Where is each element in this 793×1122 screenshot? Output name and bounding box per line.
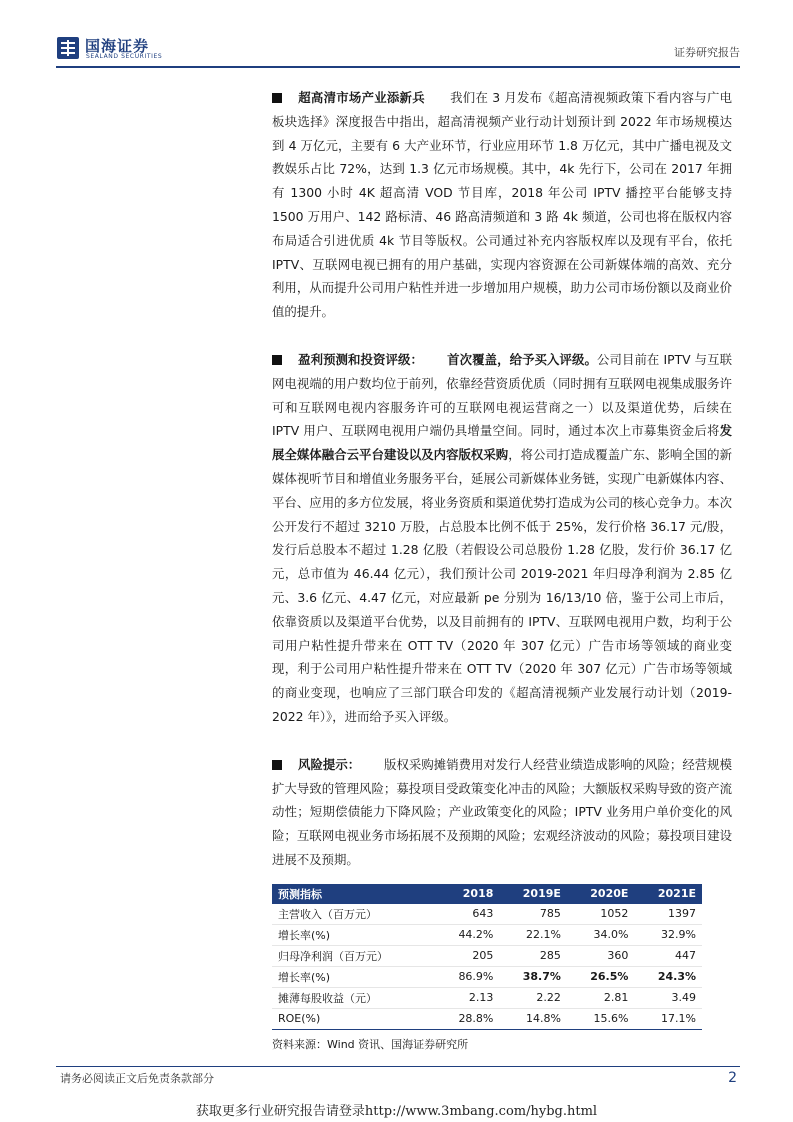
promo-link-text[interactable]: 获取更多行业研究报告请登录http://www.3mbang.com/hybg.html — [195, 1104, 598, 1119]
logo-text-cn: 国海证券 — [85, 37, 150, 55]
highlight-text: 发展全媒体融合云平台建设以及内容版权采购 — [272, 423, 732, 463]
table-row — [272, 1008, 702, 1029]
section-title: 超高清市场产业添新兵 — [298, 90, 425, 105]
table-cell: 增长率(%) — [272, 966, 436, 987]
table-cell: 归母净利润（百万元） — [272, 945, 436, 966]
table-row — [272, 966, 702, 987]
table-cell: 17.1% — [634, 1008, 702, 1029]
page-header — [56, 26, 740, 66]
section-rating — [272, 348, 732, 729]
section-body: 版权采购摊销费用对发行人经营业绩造成影响的风险；经营规模扩大导致的管理风险；募投项目受政策变化冲击的风险；大额版权采购导致的资产流动性；短期偿债能力下降风险；产业政策变化的风险；IPTV 业务用户单价变化的风险；互联网电视业务市场拓展不及预期的风险；宏观经济波动的风险；募投项目建设进展不及预期。 — [272, 756, 733, 867]
table-cell: 28.8% — [436, 1008, 499, 1029]
table-cell: 205 — [436, 945, 499, 966]
table-row — [272, 945, 702, 966]
section-market — [272, 86, 732, 324]
table-cell: 44.2% — [436, 924, 499, 945]
table-row — [272, 987, 702, 1008]
table-cell: 447 — [634, 945, 702, 966]
table-cell: 34.0% — [567, 924, 635, 945]
footer-divider — [56, 1066, 740, 1067]
table-cell: 14.8% — [499, 1008, 567, 1029]
forecast-table — [272, 884, 702, 1030]
table-row — [272, 924, 702, 945]
table-cell: 主营收入（百万元） — [272, 904, 436, 925]
table-source-note: 资料来源：Wind 资讯、国海证券研究所 — [272, 1037, 469, 1051]
section-title: 风险提示： — [298, 756, 361, 772]
table-header-cell: 2018 — [436, 884, 499, 904]
table-cell: 1052 — [567, 904, 635, 925]
table-cell: 2.22 — [499, 987, 567, 1008]
section-title: 盈利预测和投资评级： — [298, 351, 423, 367]
table-cell: 1397 — [634, 904, 702, 925]
table-cell: 2.81 — [567, 987, 635, 1008]
main-content — [272, 86, 732, 1052]
table-cell: 285 — [499, 945, 567, 966]
section-body: 我们在 3 月发布《超高清视频政策下看内容与广电板块选择》深度报告中指出，超高清视频产业行动计划预计到 2022 年市场规模达到 4 万亿元，主要有 6 大产业环节，行业应用环节 1.8 万亿元，其中广播电视及文教娱乐占比 72%，达到 1.3 亿元市场规模。其中，4k 先行下，公司在 2017 年拥有 1300 小时 4K 超高清 VOD 节目库，2018 年公司 IPTV 播控平台能够支持 1500 万用户、142 路标清、46 路高清频道和 3 路 4k 频道，公司也将在版权内容布局适合引进优质 4k 节目等版权。公司通过补充内容版权库以及现有平台，依托 IPTV、互联网电视已拥有的用户基础，实现内容资源在公司新媒体端的高效、充分利用，从而提升公司用户粘性并进一步增加用户规模，助力公司市场份额以及商业价值的提升。 — [272, 90, 733, 320]
disclaimer-text: 请务必阅读正文后免责条款部分 — [60, 1072, 214, 1085]
table-cell: 2.13 — [436, 987, 499, 1008]
header-divider — [56, 66, 740, 68]
table-cell: 摊薄每股收益（元） — [272, 987, 436, 1008]
table-cell: 24.3% — [634, 966, 702, 987]
sealand-logo-icon — [56, 36, 80, 60]
section-body: 公司目前在 IPTV 与互联网电视端的用户数均位于前列，依靠经营资质优质（同时拥有互联网电视集成服务许可和互联网电视内容服务许可的互联网电视运营商之一）以及渠道优势，后续在 IPTV 用户、互联网电视用户端仍具增量空间。同时，通过本次上市募集资金后将 — [272, 351, 733, 439]
report-type-label: 证券研究报告 — [674, 46, 740, 59]
table-cell: 22.1% — [499, 924, 567, 945]
table-cell: 785 — [499, 904, 567, 925]
table-cell: 26.5% — [567, 966, 635, 987]
table-cell: 643 — [436, 904, 499, 925]
rating-summary: 首次覆盖，给予买入评级。 — [447, 351, 597, 367]
table-header-cell: 2021E — [634, 884, 702, 904]
table-row — [272, 904, 702, 925]
logo-text-en: SEALAND SECURITIES — [86, 53, 163, 60]
table-header-cell: 2019E — [499, 884, 567, 904]
table-header-row — [272, 884, 702, 904]
table-cell: 38.7% — [499, 966, 567, 987]
table-cell: ROE(%) — [272, 1008, 436, 1029]
section-body-cont: ，将公司打造成覆盖广东、影响全国的新媒体视听节目和增值业务服务平台，延展公司新媒体业务链，实现广电新媒体内容、平台、应用的多方位发展，将业务资质和渠道优势打造成为公司的核心竞争力。本次公开发行不超过 3210 万股，占总股本比例不低于 25%，发行价格 36.17 元/股，发行后总股本不超过 1.28 亿股（若假设公司总股份 1.28 亿股，发行价 36.17 亿元，总市值为 46.44 亿元），我们预计公司 2019-2021 年归母净利润为 2.85 亿元、3.6 亿元、4.47 亿元，对应最新 pe 分别为 16/13/10 倍，鉴于公司上市后，依靠资质以及渠道平台优势，以及目前拥有的 IPTV、互联网电视用户数，均利于公司用户粘性提升带来在 OTT TV（2020 年 307 亿元）广告市场等领域的商业变现，利于公司用户粘性提升带来在 OTT TV（2020 年 307 亿元）广告市场等领域的商业变现，也响应了三部门联合印发的《超高清视频产业发展行动计划（2019-2022 年）》，进而给予买入评级。 — [272, 447, 733, 724]
page-number: 2 — [728, 1070, 737, 1086]
table-cell: 360 — [567, 945, 635, 966]
bullet-icon — [272, 355, 282, 365]
table-cell: 15.6% — [567, 1008, 635, 1029]
table-cell: 32.9% — [634, 924, 702, 945]
company-logo — [56, 36, 196, 64]
bullet-icon — [272, 760, 282, 770]
table-header-cell: 预测指标 — [272, 884, 436, 904]
table-cell: 86.9% — [436, 966, 499, 987]
table-cell: 3.49 — [634, 987, 702, 1008]
table-cell: 增长率(%) — [272, 924, 436, 945]
section-risk — [272, 753, 732, 872]
bullet-icon — [272, 93, 282, 103]
table-header-cell: 2020E — [567, 884, 635, 904]
